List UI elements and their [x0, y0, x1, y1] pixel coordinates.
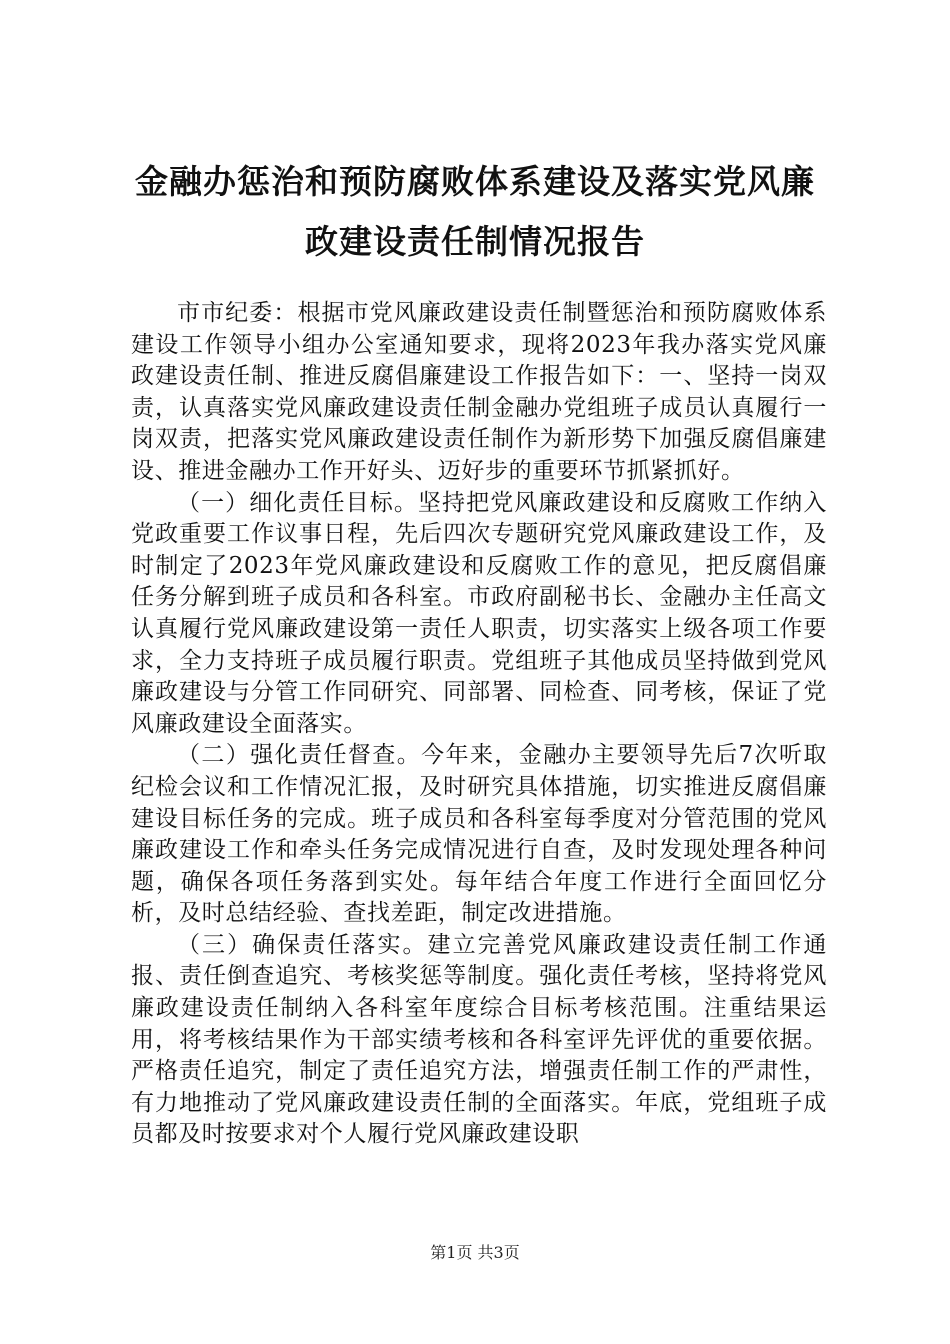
- page-number-footer: 第1页 共3页: [430, 1243, 520, 1262]
- paragraph-section-3: （三）确保责任落实。建立完善党风廉政建设责任制工作通报、责任倒查追究、考核奖惩等制度。强化责任考核，坚持将党风廉政建设责任制纳入各科室年度综合目标考核范围。注重结果运用，将考核结果作为干部实绩考核和各科室评先评优的重要依据。严格责任追究，制定了责任追究方法，增强责任制工作的严肃性，有力地推动了党风廉政建设责任制的全面落实。年底，党组班子成员都及时按要求对个人履行党风廉政建设职: [131, 931, 827, 1148]
- document-title-line-2: 政建设责任制情况报告: [305, 222, 645, 261]
- paragraph-section-2: （二）强化责任督查。今年来，金融办主要领导先后7次听取纪检会议和工作情况汇报，及时研究具体措施，切实推进反腐倡廉建设目标任务的完成。班子成员和各科室每季度对分管范围的党风廉政建设工作和牵头任务完成情况进行自查，及时发现处理各种问题，确保各项任务落到实处。每年结合年度工作进行全面回忆分析，及时总结经验、查找差距，制定改进措施。: [131, 742, 827, 927]
- document-title-line-1: 金融办惩治和预防腐败体系建设及落实党风廉: [135, 162, 815, 201]
- document-body: [131, 298, 827, 1151]
- paragraph-section-1: （一）细化责任目标。坚持把党风廉政建设和反腐败工作纳入党政重要工作议事日程，先后四次专题研究党风廉政建设工作，及时制定了2023年党风廉政建设和反腐败工作的意见，把反腐倡廉任务分解到班子成员和各科室。市政府副秘书长、金融办主任高文认真履行党风廉政建设第一责任人职责，切实落实上级各项工作要求，全力支持班子成员履行职责。党组班子其他成员坚持做到党风廉政建设与分管工作同研究、同部署、同检查、同考核，保证了党风廉政建设全面落实。: [131, 489, 827, 737]
- paragraph-intro: 市市纪委：根据市党风廉政建设责任制暨惩治和预防腐败体系建设工作领导小组办公室通知要求，现将2023年我办落实党风廉政建设责任制、推进反腐倡廉建设工作报告如下：一、坚持一岗双责，认真落实党风廉政建设责任制金融办党组班子成员认真履行一岗双责，把落实党风廉政建设责任制作为新形势下加强反腐倡廉建设、推进金融办工作开好头、迈好步的重要环节抓紧抓好。: [131, 300, 827, 484]
